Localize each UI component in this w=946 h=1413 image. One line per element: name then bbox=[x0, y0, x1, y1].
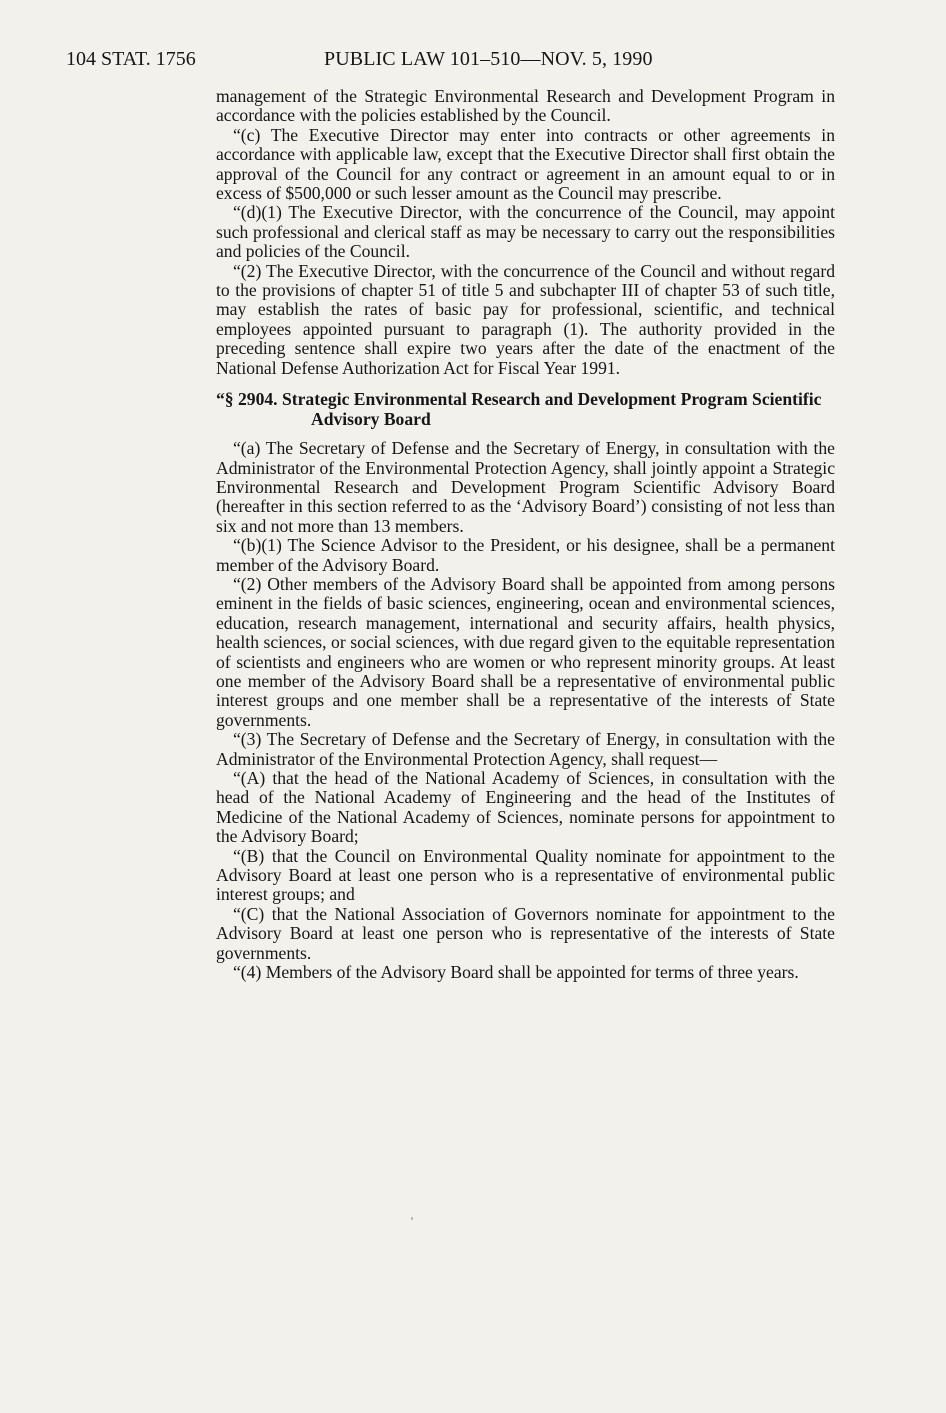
paragraph-c: “(c) The Executive Director may enter into contracts or other agreements in accordance with applicable law, except that the Executive Director shall first obtain the approval of the Council for any contract or agreement in an amount equal to or in excess of $500,000 or such lesser amount as the Council may prescribe. bbox=[216, 124, 835, 204]
law-title: PUBLIC LAW 101–510—NOV. 5, 1990 bbox=[324, 48, 653, 70]
paragraph-d1: “(d)(1) The Executive Director, with the concurrence of the Council, may appoint such professional and clerical staff as may be necessary to carry out the responsibilities and policies of the Council. bbox=[216, 202, 835, 262]
section-heading: “§ 2904. Strategic Environmental Research and Development Program Scientific Advisory Board bbox=[216, 389, 822, 430]
paragraph-b4: “(4) Members of the Advisory Board shall be appointed for terms of three years. bbox=[233, 962, 799, 983]
subparagraph-C: “(C) that the National Association of Governors nominate for appointment to the Advisory Board at least one person who is representative of the interests of State governments. bbox=[216, 903, 835, 963]
paragraph-b1: “(b)(1) The Science Advisor to the President, or his designee, shall be a permanent member of the Advisory Board. bbox=[216, 535, 835, 575]
running-header bbox=[66, 44, 866, 74]
continued-paragraph: management of the Strategic Environmental Research and Development Program in accordance with the policies established by the Council. bbox=[216, 86, 835, 126]
paragraph-a: “(a) The Secretary of Defense and the Secretary of Energy, in consultation with the Administrator of the Environmental Protection Agency, shall jointly appoint a Strategic Environmental Research and Development Program Scientific Advisory Board (hereafter in this section referred to as the ‘Advisory Board’) consisting of not less than six and not more than 13 members. bbox=[216, 438, 835, 536]
body-text bbox=[216, 87, 835, 982]
subparagraph-A: “(A) that the head of the National Academy of Sciences, in consultation with the head of the National Academy of Engineering and the head of the Institutes of Medicine of the National Academy of Sciences, nominate persons for appointment to the Advisory Board; bbox=[216, 768, 835, 847]
subparagraph-B: “(B) that the Council on Environmental Quality nominate for appointment to the Advisory Board at least one person who is a representative of environmental public interest groups; and bbox=[216, 845, 835, 905]
scan-speck bbox=[411, 1217, 413, 1220]
paragraph-b2: “(2) Other members of the Advisory Board shall be appointed from among persons eminent in the fields of basic sciences, engineering, ocean and environmental sciences, education, research management, international and security affairs, health physics, health sciences, or social sciences, with due regard given to the equitable representation of scientists and engineers who are women or who represent minority groups. At least one member of the Advisory Board shall be a representative of environmental public interest groups and one member shall be a representative of the interests of State governments. bbox=[216, 573, 835, 730]
paragraph-b3: “(3) The Secretary of Defense and the Secretary of Energy, in consultation with the Administrator of the Environmental Protection Agency, shall request— bbox=[216, 729, 835, 769]
paragraph-d2: “(2) The Executive Director, with the concurrence of the Council and without regard to the provisions of chapter 51 of title 5 and subchapter III of chapter 53 of such title, may establish the rates of basic pay for professional, scientific, and technical employees appointed pursuant to paragraph (1). The authority provided in the preceding sentence shall expire two years after the date of the enactment of the National Defense Authorization Act for Fiscal Year 1991. bbox=[216, 260, 835, 378]
statute-page-number: 104 STAT. 1756 bbox=[66, 48, 196, 70]
